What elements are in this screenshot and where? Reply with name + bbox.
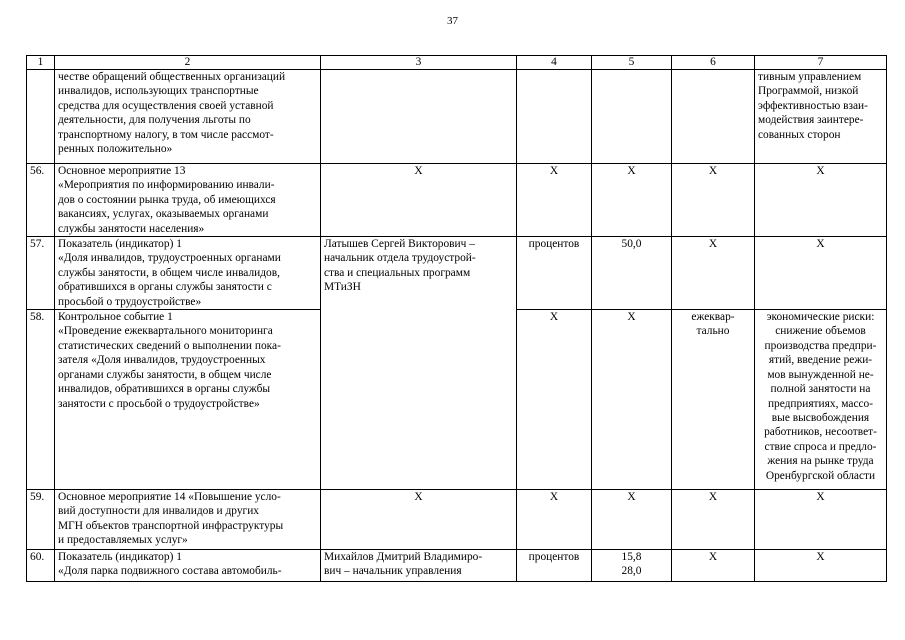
period-cell bbox=[672, 70, 755, 164]
value-cell: Х bbox=[592, 164, 672, 237]
unit-cell bbox=[517, 70, 592, 164]
unit-cell: процентов bbox=[517, 550, 592, 582]
row-number: 56. bbox=[27, 164, 55, 237]
program-table bbox=[26, 55, 887, 582]
table-row bbox=[27, 237, 887, 310]
period-cell: Х bbox=[672, 237, 755, 310]
responsible-cell: Латышев Сергей Викторович – начальник отдела трудоустрой- ства и специальных программ МТиЗН bbox=[321, 237, 517, 490]
period-cell: ежеквар- тально bbox=[672, 310, 755, 490]
column-header: 2 bbox=[55, 56, 321, 70]
row-number: 58. bbox=[27, 310, 55, 490]
row-number: 60. bbox=[27, 550, 55, 582]
risk-cell: Х bbox=[755, 237, 887, 310]
table-row bbox=[27, 550, 887, 582]
table-row bbox=[27, 70, 887, 164]
unit-cell: Х bbox=[517, 164, 592, 237]
row-number: 59. bbox=[27, 490, 55, 550]
description-cell: Основное мероприятие 14 «Повышение усло- вий доступности для инвалидов и других МГН объектов транспортной инфраструктуры и предоставляемых услуг» bbox=[55, 490, 321, 550]
unit-cell: Х bbox=[517, 490, 592, 550]
responsible-cell bbox=[321, 70, 517, 164]
table-row bbox=[27, 490, 887, 550]
period-cell: Х bbox=[672, 164, 755, 237]
page-number: 37 bbox=[447, 15, 458, 27]
table-row bbox=[27, 164, 887, 237]
risk-cell: экономические риски: снижение объемов производства предпри- ятий, введение режи- мов вынужденной не- полной занятости на предприятиях, массо- вые высвобождения работников, несоответ- ствие спроса и предло- жения на рынке труда Оренбургской области bbox=[755, 310, 887, 490]
unit-cell: процентов bbox=[517, 237, 592, 310]
column-header: 1 bbox=[27, 56, 55, 70]
value-cell: 15,8 28,0 bbox=[592, 550, 672, 582]
responsible-cell: Х bbox=[321, 490, 517, 550]
row-number bbox=[27, 70, 55, 164]
description-cell: честве обращений общественных организаций инвалидов, использующих транспортные средства для осуществления своей уставной деятельности, для получения льготы по транспортному налогу, в том числе рассмот- ренных положительно» bbox=[55, 70, 321, 164]
description-cell: Показатель (индикатор) 1 «Доля инвалидов, трудоустроенных органами службы занятости, в общем числе инвалидов, обратившихся в органы службы занятости с просьбой о трудоустройстве» bbox=[55, 237, 321, 310]
risk-cell: Х bbox=[755, 490, 887, 550]
description-cell: Основное мероприятие 13 «Мероприятия по информированию инвали- дов о состоянии рынка труда, об имеющихся вакансиях, услугах, оказываемых органами службы занятости населения» bbox=[55, 164, 321, 237]
value-cell: Х bbox=[592, 310, 672, 490]
column-header: 6 bbox=[672, 56, 755, 70]
column-header: 4 bbox=[517, 56, 592, 70]
risk-cell: Х bbox=[755, 550, 887, 582]
responsible-cell: Х bbox=[321, 164, 517, 237]
risk-cell: Х bbox=[755, 164, 887, 237]
value-cell: Х bbox=[592, 490, 672, 550]
risk-cell: тивным управлением Программой, низкой эффективностью взаи- модействия заинтере- сованных сторон bbox=[755, 70, 887, 164]
unit-cell: Х bbox=[517, 310, 592, 490]
value-cell: 50,0 bbox=[592, 237, 672, 310]
column-header: 7 bbox=[755, 56, 887, 70]
table-header-row bbox=[27, 56, 887, 70]
row-number: 57. bbox=[27, 237, 55, 310]
column-header: 3 bbox=[321, 56, 517, 70]
description-cell: Контрольное событие 1 «Проведение ежеквартального мониторинга статистических сведений о выполнении пока- зателя «Доля инвалидов, трудоустроенных органами службы занятости, в общем числе инвалидов, обратившихся в органы службы занятости с просьбой о трудоустройстве» bbox=[55, 310, 321, 490]
period-cell: Х bbox=[672, 550, 755, 582]
responsible-cell: Михайлов Дмитрий Владимиро- вич – начальник управления bbox=[321, 550, 517, 582]
column-header: 5 bbox=[592, 56, 672, 70]
description-cell: Показатель (индикатор) 1 «Доля парка подвижного состава автомобиль- bbox=[55, 550, 321, 582]
period-cell: Х bbox=[672, 490, 755, 550]
value-cell bbox=[592, 70, 672, 164]
